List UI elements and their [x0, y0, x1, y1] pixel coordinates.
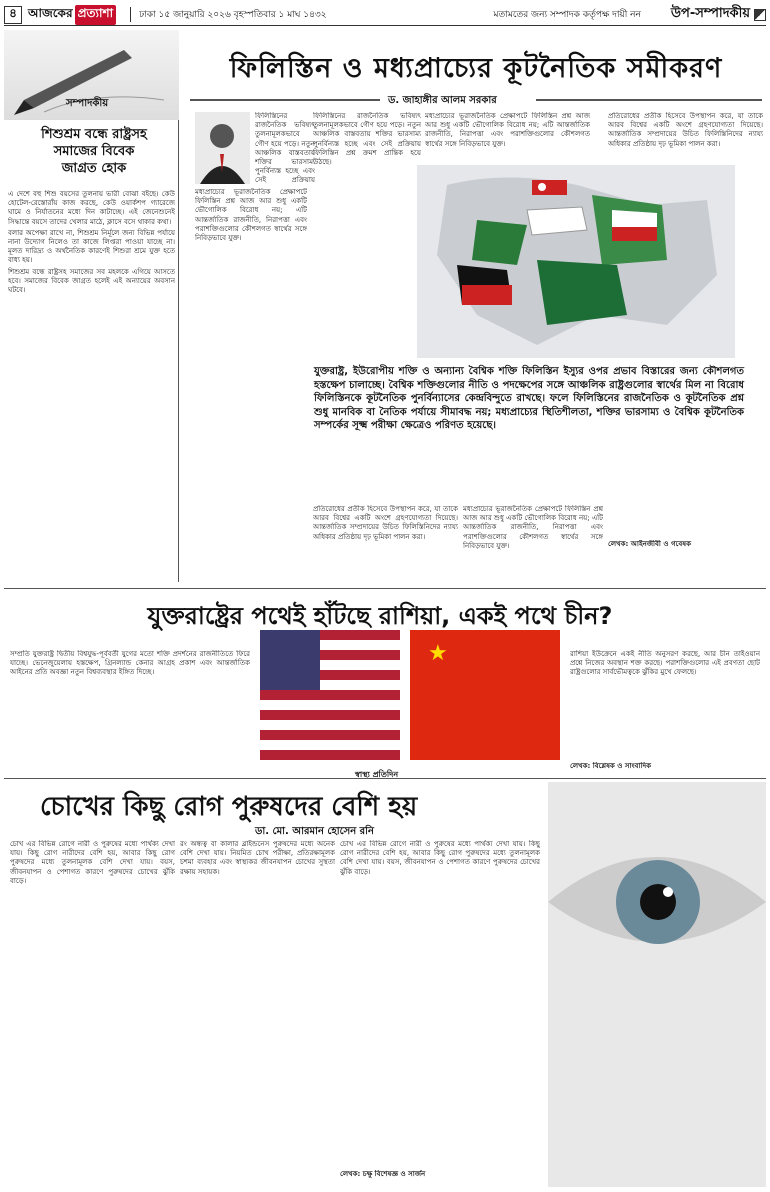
- editorial-headline: [14, 126, 174, 177]
- eye-image: [548, 782, 766, 1187]
- paper-name-b: প্রত্যাশা: [75, 5, 117, 25]
- article3-author: লেখক: চক্ষু বিশেষজ্ঞ ও সার্জন: [340, 1170, 426, 1178]
- article3-headline: চোখের কিছু রোগ পুরুষদের বেশি হয়: [40, 792, 418, 822]
- section-name: উপ-সম্পাদকীয়: [670, 6, 750, 21]
- editorial-label: সম্পাদকীয়: [66, 98, 109, 109]
- article1-pull-quote: যুক্তরাষ্ট্র, ইউরোপীয় শক্তি ও অন্যান্য বৈশ্বিক শক্তি ফিলিস্তিন ইস্যুর ওপর প্রভাব বিস্তারের জন্য কৌশলগত হস্তক্ষেপ চালাচ্ছে। বৈশ্বিক শক্তিগুলোর নীতি ও পদক্ষেপের সঙ্গে আঞ্চলিক রাষ্ট্রগুলোর স্বার্থের মিল না বিরোধ ফিলিস্তিনকে কূটনৈতিক পুনর্বিন্যাসের কেন্দ্রবিন্দুতে রাখছে। ফলে ফিলিস্তিনের রাজনৈতিক ও কূটনৈতিক প্রশ্ন শুধু মানবিক বা নৈতিক পর্যায়ে সীমাবদ্ধ নয়; মধ্যপ্রাচ্যের স্থিতিশীলতা, শক্তির ভারসাম্য ও বৈশ্বিক কূটনৈতিক সম্পর্কের সূক্ষ্ম পরীক্ষা ক্ষেত্রেও পরিণত হয়েছে।: [314, 366, 744, 431]
- author-photo: [195, 112, 250, 184]
- editorial-headline-line-3: জাগ্রত হোক: [61, 161, 127, 176]
- flags-image: [260, 630, 560, 760]
- date-line: ঢাকা ১৫ জানুয়ারি ২০২৬ বৃহস্পতিবার ১ মাঘ ১৪৩২: [130, 7, 327, 22]
- masthead: [4, 4, 766, 26]
- article3-byline: ডা. মো. আরমান হোসেন রনি: [255, 826, 375, 837]
- editorial-headline-line-1: শিশুশ্রম বন্ধে রাষ্ট্রসহ: [41, 127, 147, 142]
- article2-author: লেখক: বিশ্লেষক ও সাংবাদিক: [570, 762, 652, 770]
- flags-illustration: [260, 630, 560, 760]
- article2-body-a: সম্প্রতি যুক্তরাষ্ট্র দ্বিতীয় বিশ্বযুদ্ধ-পূর্ববর্তী যুগের মতো শক্তি প্রদর্শনের রাজনীতিতে ফিরে যাচ্ছে। ভেনেজুয়েলায় হস্তক্ষেপ, গ্রিনল্যান্ড কেনার আগ্রহ প্রকাশ এবং আন্তর্জাতিক আইনের প্রতি অবজ্ঞা নতুন বিশ্বব্যবস্থার ইঙ্গিত দিচ্ছে।: [10, 650, 250, 677]
- article1-body-b: ফিলিস্তিনের রাজনৈতিক ভবিষ্যৎ তুলনামূলকভাবে গৌণ হয়ে পড়ে। নতুন আঞ্চলিক বাস্তবতায় শক্তির ভারসাম্য পুনর্বিন্যস্ত হচ্ছে এবং সেই প্রক্রিয়ায় ফিলিস্তিন প্রশ্ন ক্রমশ প্রান্তিক হয়ে উঠছে।: [313, 112, 421, 167]
- article1-body-lead: ফিলিস্তিনের রাজনৈতিক ভবিষ্যৎ তুলনামূলকভাবে গৌণ হয়ে পড়ে। নতুন আঞ্চলিক বাস্তবতায় শক্তির ভারসাম্য পুনর্বিন্যস্ত হচ্ছে এবং সেই প্রক্রিয়ায়: [255, 112, 315, 184]
- article1-body-e: প্রতিরোধের প্রতীক হিসেবে উপস্থাপন করে, যা তাকে আরব বিশ্বের একটি অংশে গ্রহণযোগ্যতা দিয়েছে। আন্তর্জাতিক সম্প্রদায়ের উচিত ফিলিস্তিনিদের ন্যায্য অধিকার প্রতিষ্ঠায় দৃঢ় ভূমিকা পালন করা।: [608, 112, 763, 148]
- article3-body-c: চোখ এর বিভিন্ন রোগে নারী ও পুরুষের মধ্যে পার্থক্য দেখা যায়। কিছু রোগ নারীদের বেশি হয়, আবার কিছু রোগ পুরুষদের মধ্যে তুলনামূলক বেশি দেখা যায়। বয়স, জীবনযাপন ও পেশাগত কারণে পুরুষদের চোখের ঝুঁকি বাড়ে।: [340, 840, 540, 876]
- article2-headline: যুক্তরাষ্ট্রের পথেই হাঁটছে রাশিয়া, একই পথে চীন?: [147, 602, 613, 630]
- paper-name: [28, 5, 116, 25]
- editorial-body: [8, 190, 175, 580]
- paper-name-a: আজকের: [28, 5, 73, 20]
- article1-byline: ড. জাহাঙ্গীর আলম সরকার: [388, 95, 497, 106]
- page-number: ৪: [4, 6, 22, 24]
- editorial-panel: [4, 30, 179, 582]
- editorial-para-2: বলার অপেক্ষা রাখে না, শিশুশ্রম নির্মূলে জন্য বিভিন্ন পর্যায়ে নানা উদ্যোগ নিলেও তা কাজে লিপ্তরা পাওয়া যাচ্ছে না। মূলত দারিদ্র্য ও অর্থনৈতিক কারণেই শিশুরা শ্রমে যুক্ত হতে বাধ্য হয়।: [8, 228, 175, 265]
- article1-body-c: প্রতিরোধের প্রতীক হিসেবে উপস্থাপন করে, যা তাকে আরব বিশ্বের একটি অংশে গ্রহণযোগ্যতা দিয়েছে। আন্তর্জাতিক সম্প্রদায়ের উচিত ফিলিস্তিনিদের ন্যায্য অধিকার প্রতিষ্ঠায় দৃঢ় ভূমিকা পালন করা।: [313, 505, 458, 541]
- article1-body-a: মধ্যপ্রাচ্যের ভূরাজনৈতিক প্রেক্ষাপটে ফিলিস্তিন প্রশ্ন আজ আর শুধু একটি ভৌগোলিক বিরোধ নয়; এটি আন্তর্জাতিক রাজনীতি, নিরাপত্তা এবং পরাশক্তিগুলোর কৌশলগত স্বার্থের সঙ্গে নিবিড়ভাবে যুক্ত।: [195, 188, 307, 243]
- article3-body-a: চোখ এর বিভিন্ন রোগে নারী ও পুরুষের মধ্যে পার্থক্য দেখা যায়। কিছু রোগ নারীদের বেশি হয়, আবার কিছু রোগ পুরুষদের মধ্যে তুলনামূলক বেশি দেখা যায়। বয়স, জীবনযাপন ও পেশাগত কারণে পুরুষদের চোখের ঝুঁকি বাড়ে।: [10, 840, 175, 885]
- section-icon: [754, 9, 766, 21]
- health-section-label: স্বাস্থ্য প্রতিদিন: [355, 770, 399, 779]
- article2-body-b: রাশিয়া ইউক্রেনে একই নীতি অনুসরণ করছে, আর চীন তাইওয়ান প্রশ্নে নিজের অবস্থান শক্ত করছে। পরাশক্তিগুলোর এই প্রবণতা ছোট রাষ্ট্রগুলোর সার্বভৌমত্বকে ঝুঁকির মুখে ফেলছে।: [570, 650, 760, 677]
- article1-headline: ফিলিস্তিন ও মধ্যপ্রাচ্যের কূটনৈতিক সমীকরণ: [229, 53, 723, 84]
- editorial-para-1: এ দেশে বহু শিশু বয়সের তুলনায় ভারী বোঝা বইছে। কেউ হোটেল-রেস্তোরাঁয় কাজ করছে, কেউ ওয়ার্কশপ গ্যারেজে ঘামে ও নির্যাতনের মধ্যে দিন কাটাচ্ছে। এই জেনেশুনেই সিদ্ধান্তে বয়সে তাদের খেলার মাঠে, ক্লাসে বসে থাকার কথা।: [8, 190, 175, 226]
- article1-author: লেখক: আইনজীবী ও গবেষক: [608, 540, 692, 548]
- svg-text:★: ★: [428, 641, 448, 666]
- byline-bar-right: [536, 99, 762, 101]
- article1-body-d: মধ্যপ্রাচ্যের ভূরাজনৈতিক প্রেক্ষাপটে ফিলিস্তিন প্রশ্ন আজ আর শুধু একটি ভৌগোলিক বিরোধ নয়; এটি আন্তর্জাতিক রাজনীতি, নিরাপত্তা এবং পরাশক্তিগুলোর কৌশলগত স্বার্থের সঙ্গে নিবিড়ভাবে যুক্ত।: [463, 505, 603, 550]
- editorial-para-3: শিশুশ্রম বন্ধে রাষ্ট্রসহ সমাজের সব মহলকে এগিয়ে আসতে হবে। সমাজের বিবেক জাগ্রত হলেই এই অন্যায়ের অবসান ঘটবে।: [8, 267, 175, 295]
- disclaimer: মতামতের জন্য সম্পাদক কর্তৃপক্ষ দায়ী নন: [493, 10, 641, 20]
- divider-1: [4, 588, 766, 589]
- byline-bar-left: [190, 99, 380, 101]
- person-icon: [195, 112, 250, 184]
- eye-illustration: [548, 782, 766, 1187]
- article3-headline-box: [4, 786, 544, 824]
- editorial-headline-line-2: সমাজের বিবেক: [53, 144, 135, 159]
- article1-body-top: মধ্যপ্রাচ্যের ভূরাজনৈতিক প্রেক্ষাপটে ফিলিস্তিন প্রশ্ন আজ আর শুধু একটি ভৌগোলিক বিরোধ নয়; এটি আন্তর্জাতিক রাজনীতি, নিরাপত্তা এবং পরাশক্তিগুলোর কৌশলগত স্বার্থের সঙ্গে নিবিড়ভাবে যুক্ত।: [425, 112, 590, 148]
- article3-body-b: রং অন্ধত্ব বা কালার ব্লাইন্ডনেস পুরুষদের মধ্যে অনেক বেশি দেখা যায়। নিয়মিত চোখ পরীক্ষা, প্রতিরক্ষামূলক চশমা ব্যবহার এবং স্বাস্থ্যকর জীবনযাপন চোখের সুস্থতা রক্ষায় সহায়ক।: [180, 840, 335, 876]
